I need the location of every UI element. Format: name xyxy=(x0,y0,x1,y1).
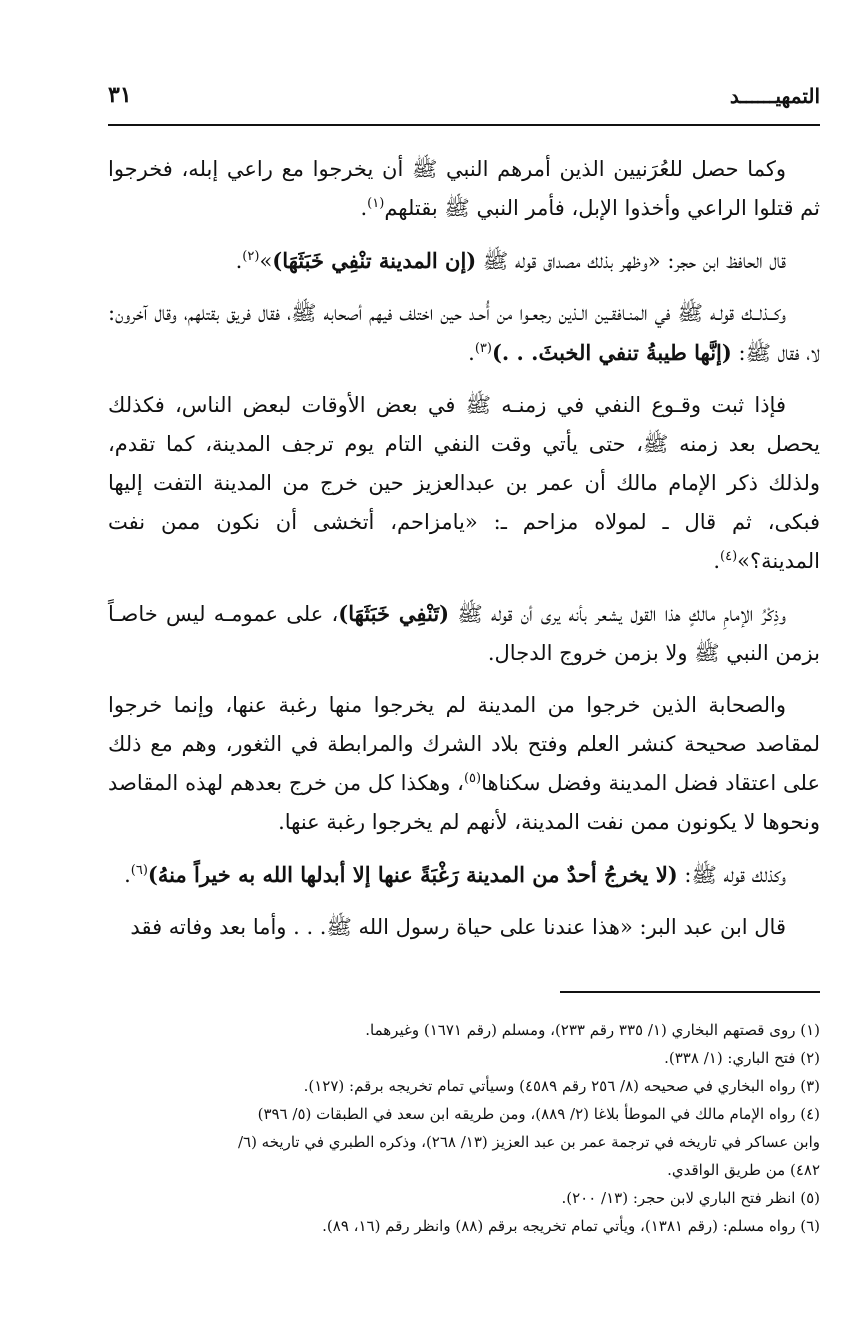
paragraph: والصحابة الذين خرجوا من المدينة لم يخرجوا منها رغبة عنها، وإنما خرجوا لمقاصد صحيحة كنشر العلم وفتح بلاد الشرك والمرابطة في الثغور، وهم مع ذلك على اعتقاد فضل المدينة وفضل سكناها$^{(٥)}$، وهكذا كل من خرج بعدهم لهذه المقاصد ونحوها لا يكونون ممن نفت المدينة، لأنهم لم يخرجوا رغبة عنها. xyxy=(108,693,821,834)
footnote-ref: (٣) xyxy=(474,341,492,356)
paragraph: وكــذلــك قولـه ﷺ في المنـافقـين الـذين رجعـوا من أُحـد حين اختلف فيهم أصحابه ﷺ، فقال فريق بقتلهم، وقال آخرون: لا، فقال ﷺ: (إنَّها طيبةُ تنفي الخبثَ. . .)$^{(٣)}$. xyxy=(108,301,820,365)
hadith-quote: (إن المدينة تنْفِي خَبَثَهَا) xyxy=(272,248,477,273)
page-number: ٣١ xyxy=(108,82,132,108)
paragraph: قال ابن عبد البر: «هذا عندنا على حياة رسول الله ﷺ. . . وأما بعد وفاته فقد xyxy=(130,915,786,939)
header-rule xyxy=(108,124,820,126)
running-title: التمهيــــــد xyxy=(729,84,820,108)
page-header xyxy=(108,78,820,118)
hadith-quote: (تَنْفِي خَبَثَهَا) xyxy=(338,601,450,626)
main-text xyxy=(108,150,820,960)
footnote-ref: (٢) xyxy=(242,249,260,264)
footnote-5: (٥) انظر فتح الباري لابن حجر: (١٣/ ٢٠٠). xyxy=(561,1189,820,1207)
paragraph: وكذلك قوله ﷺ: (لا يخرجُ أحدٌ من المدينة رَغْبَةً عنها إلا أبدلها الله به خيراً منهُ)$^{(٦)}$. xyxy=(124,862,786,887)
footnote-3: (٣) رواه البخاري في صحيحه (٨/ ٢٥٦ رقم ٤٥٨٩) وسيأتي تمام تخريجه برقم: (١٢٧). xyxy=(303,1077,820,1095)
footnote-ref: (٦) xyxy=(130,863,148,878)
footnote-rule xyxy=(560,991,820,993)
footnote-1: (١) روى قصتهم البخاري (١/ ٣٣٥ رقم ٢٣٣)، ومسلم (رقم ١٦٧١) وغيرهما. xyxy=(365,1021,820,1039)
paragraph: وكما حصل للعُرَنيين الذين أمرهم النبي ﷺ أن يخرجوا مع راعي إبله، فخرجوا ثم قتلوا الراعي وأخذوا الإبل، فأمر النبي ﷺ بقتلهم$^{(١)}$. xyxy=(108,157,820,220)
footnote-ref: (٥) xyxy=(463,771,482,786)
footnote-6: (٦) رواه مسلم: (رقم ١٣٨١)، ويأتي تمام تخريجه برقم (٨٨) وانظر رقم (١٦، ٨٩). xyxy=(322,1217,820,1235)
footnote-2: (٢) فتح الباري: (١/ ٣٣٨). xyxy=(664,1049,820,1067)
paragraph: قال الحافظ ابن حجر: «وظهر بذلك مصداق قوله ﷺ (إن المدينة تنْفِي خَبَثَهَا)»$^{(٢)}$. xyxy=(235,248,786,273)
hadith-quote: (إنَّها طيبةُ تنفي الخبثَ. . .) xyxy=(491,340,732,365)
footnotes xyxy=(232,1016,820,1240)
hadith-quote: (لا يخرجُ أحدٌ من المدينة رَغْبَةً عنها إلا أبدلها الله به خيراً منهُ) xyxy=(147,862,678,887)
paragraph: فإذا ثبت وقـوع النفي في زمنـه ﷺ في بعض الأوقات لبعض الناس، فكذلك يحصل بعد زمنه ﷺ، حتى يأتي وقت النفي التام يوم ترجف المدينة، كما تقدم، ولذلك ذكر الإمام مالك أن عمر بن عبدالعزيز حين خرج من المدينة التفت إليها فبكى، ثم قال ـ لمولاه مزاحم ـ: «يامزاحم، أتخشى أن نكون ممن نفت المدينة؟»$^{(٤)}$. xyxy=(108,393,820,573)
footnote-ref: (١) xyxy=(367,196,385,211)
footnote-4: (٤) رواه الإمام مالك في الموطأ بلاغا (٢/ ٨٨٩)، ومن طريقه ابن سعد في الطبقات (٥/ ٣٩٦) وابن عساكر في تاريخه في ترجمة عمر بن عبد العزيز (١٣/ ٢٦٨)، وذكره الطبري في تاريخه (٦/ ٤٨٢) من طريق الواقدي. xyxy=(237,1105,820,1179)
footnote-ref: (٤) xyxy=(720,549,738,564)
paragraph: وذِكْرُ الإمامِ مالكٍ هذا القول يشعر بأنه يرى أن قوله ﷺ (تَنْفِي خَبَثَهَا)، على عمومـه ليس خاصـاً بزمن النبي ﷺ ولا بزمن خروج الدجال. xyxy=(108,601,820,665)
